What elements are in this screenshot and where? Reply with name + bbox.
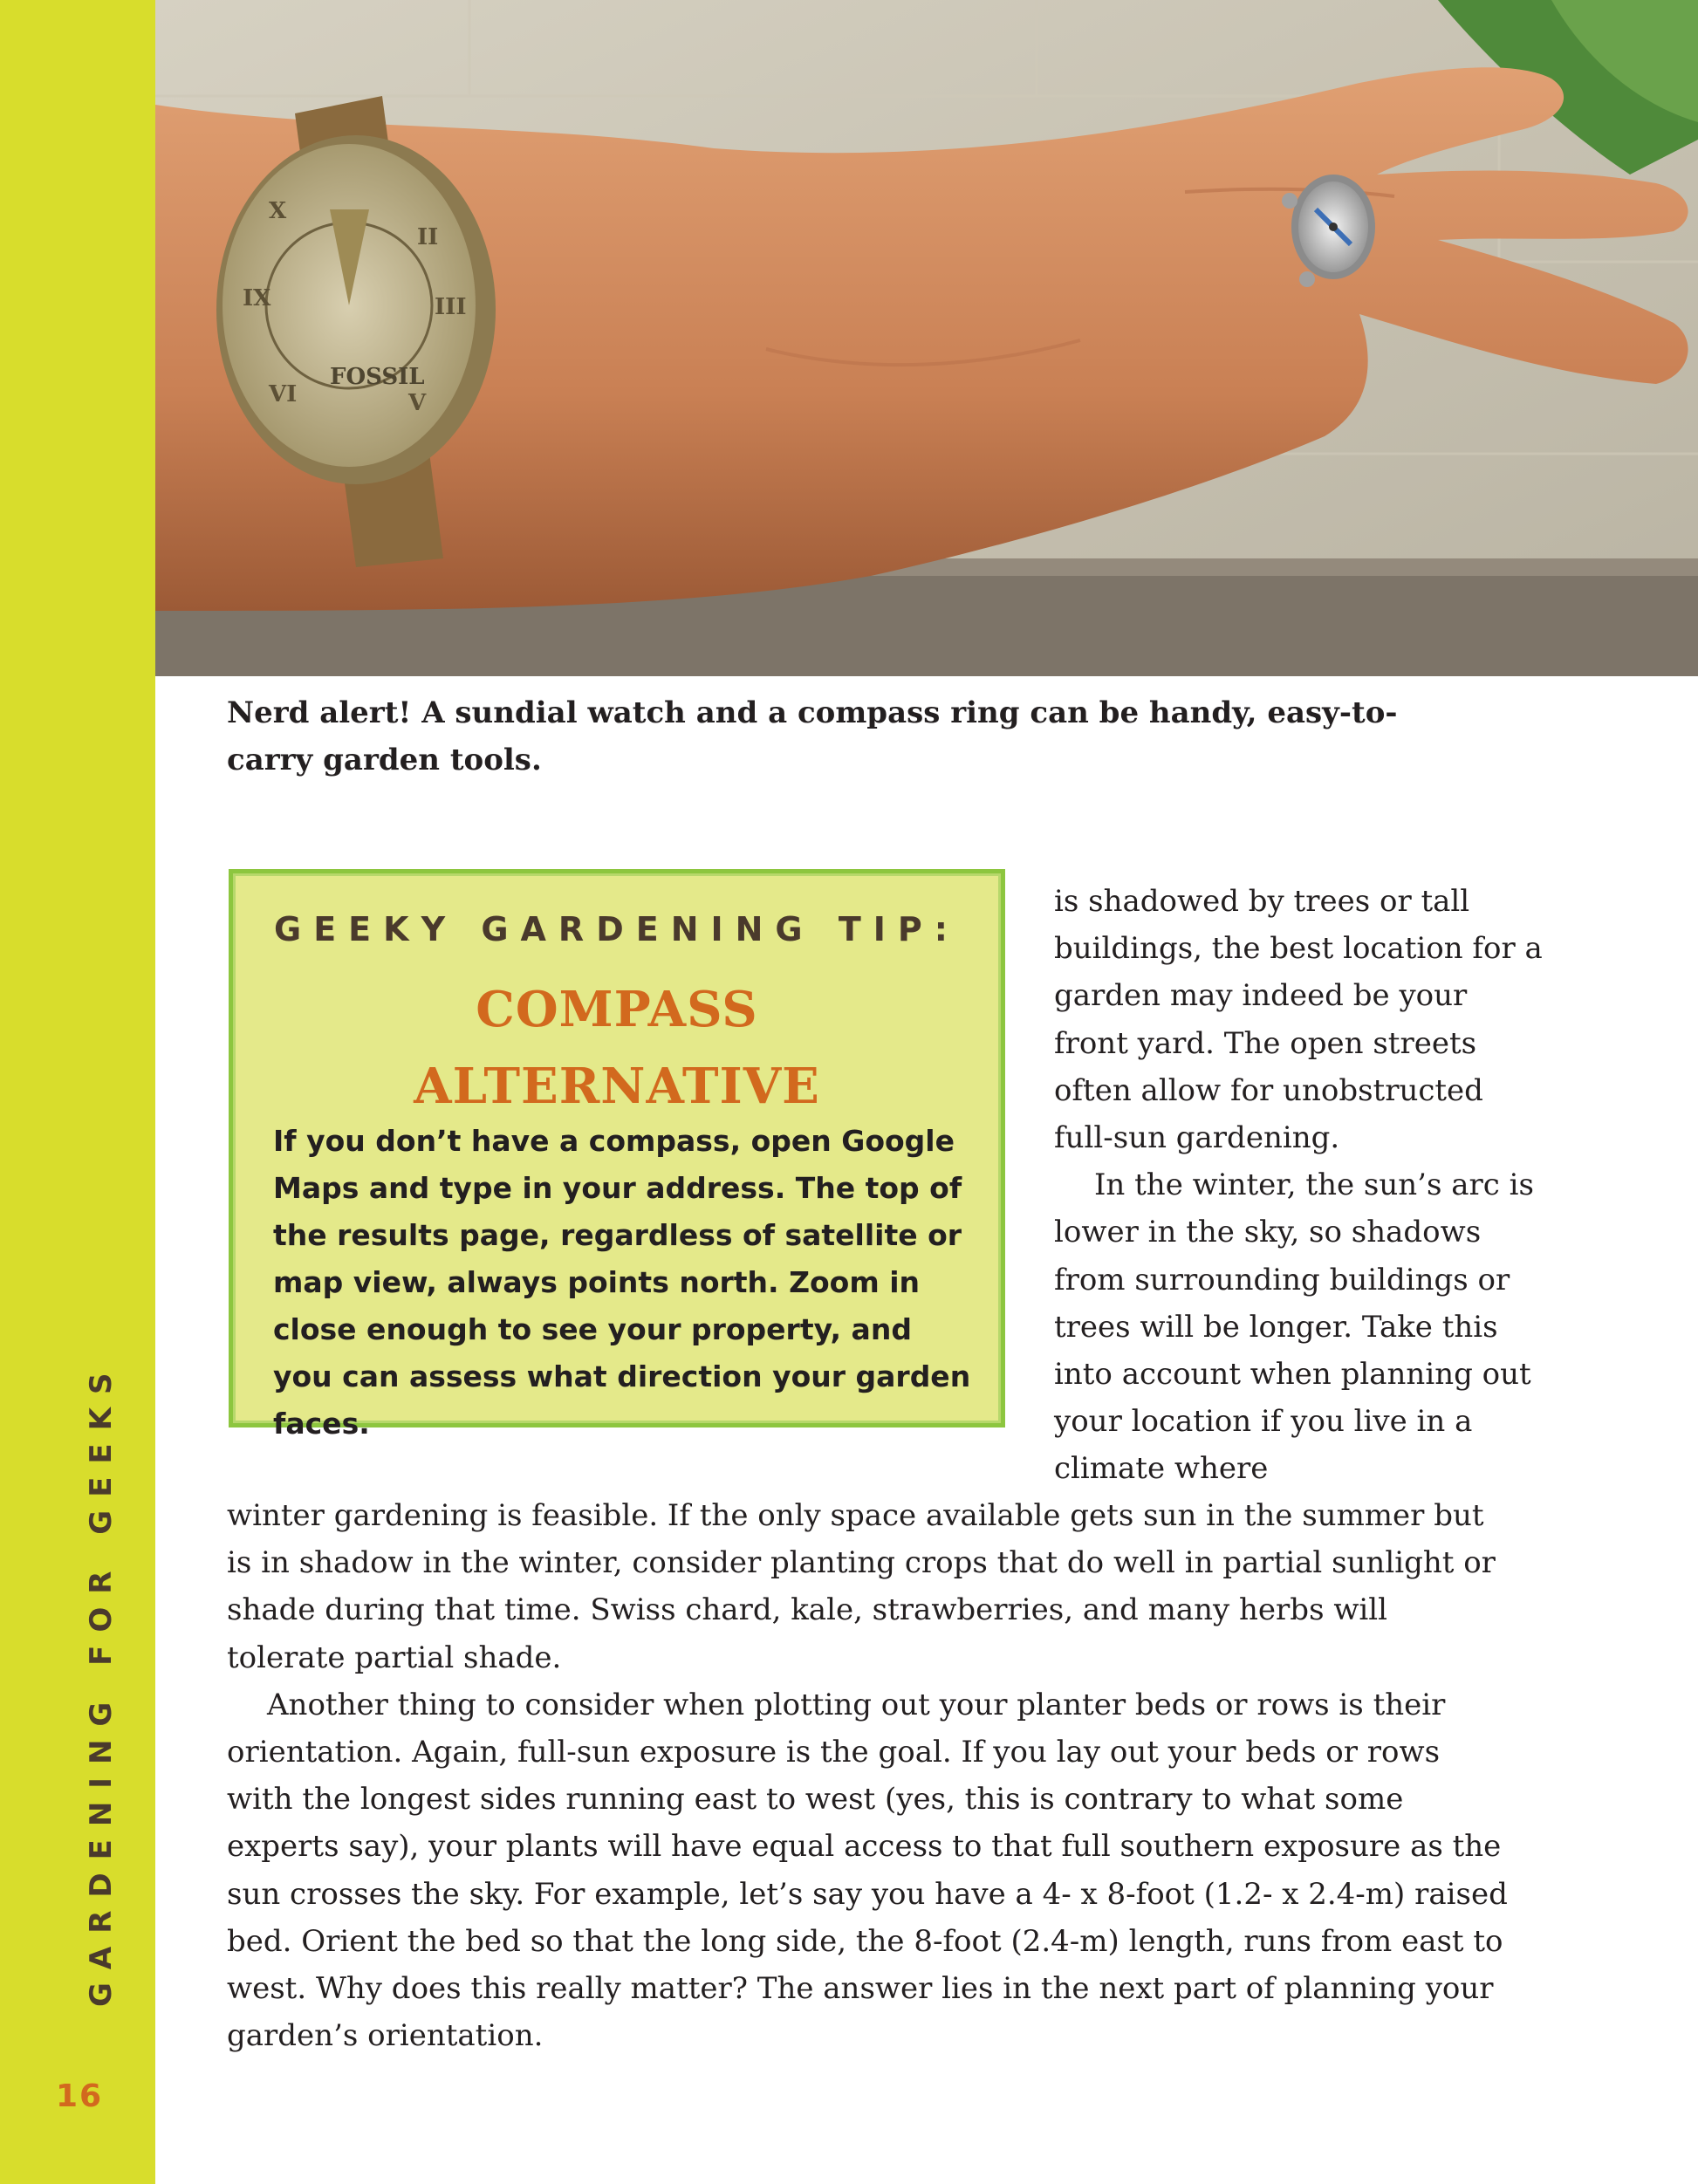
photo-caption: Nerd alert! A sundial watch and a compass ring can be handy, easy-to-carry garden tools. (227, 695, 1398, 777)
tip-kicker: GEEKY GARDENING TIP: (274, 910, 960, 948)
chapter-sidebar (0, 0, 155, 2184)
tip-title-line2: ALTERNATIVE (414, 1058, 820, 1115)
svg-text:V: V (408, 390, 427, 416)
watch-brand-text: FOSSIL (330, 364, 425, 390)
svg-text:III: III (435, 294, 467, 320)
page-number: 16 (56, 2078, 104, 2114)
body-paragraph-2: Another thing to consider when plotting out your planter beds or rows is their orientation. Again, full-sun exposure is the goal. If you lay out your beds or rows with the longest sides running east to west (yes, this is contrary to what some experts say), your plants will have equal access to that full southern exposure as the sun crosses the sky. For example, let’s say you have a 4- x 8-foot (1.2- x 2.4-m) raised bed. Orient the bed so that the long side, the 8-foot (2.4-m) length, runs from east to west. Why does this really matter? The answer lies in the next part of planning your garden’s orientation. (227, 1687, 1508, 2054)
tip-title (233, 971, 1001, 1125)
svg-text:IX: IX (243, 285, 271, 312)
right-column-paragraph-1: is shadowed by trees or tall buildings, the best location for a garden may indeed be your front yard. The open streets often allow for unobstructed full-sun gardening. (1054, 884, 1543, 1156)
svg-text:II: II (417, 224, 439, 250)
svg-text:VI: VI (269, 381, 298, 407)
body-paragraph-1: winter gardening is feasible. If the only space available gets sun in the summer but is in shadow in the winter, consider planting crops that do well in partial sunlight or shade during that time. Swiss chard, kale, strawberries, and many herbs will tolerate partial shade. (227, 1498, 1496, 1675)
book-title-vertical: GARDENING FOR GEEKS (84, 1359, 119, 2007)
right-column-paragraph-2: In the winter, the sun’s arc is lower in the sky, so shadows from surrounding buildings or trees will be longer. Take this into account when planning out your location if you live in a climate where (1054, 1167, 1534, 1487)
tip-title-line1: COMPASS (476, 981, 758, 1038)
hand-with-sundial-watch-and-compass-ring-photo (155, 0, 1698, 676)
svg-text:X: X (269, 198, 287, 224)
right-column-text (1054, 878, 1543, 1493)
body-text (227, 1492, 1510, 2059)
tip-body: If you don’t have a compass, open Google Maps and type in your address. The top of the results page, regardless of satellite or map view, always points north. Zoom in close enough to see your property, and you can assess what direction your garden faces. (273, 1124, 971, 1441)
geeky-gardening-tip-box (229, 869, 1005, 1441)
